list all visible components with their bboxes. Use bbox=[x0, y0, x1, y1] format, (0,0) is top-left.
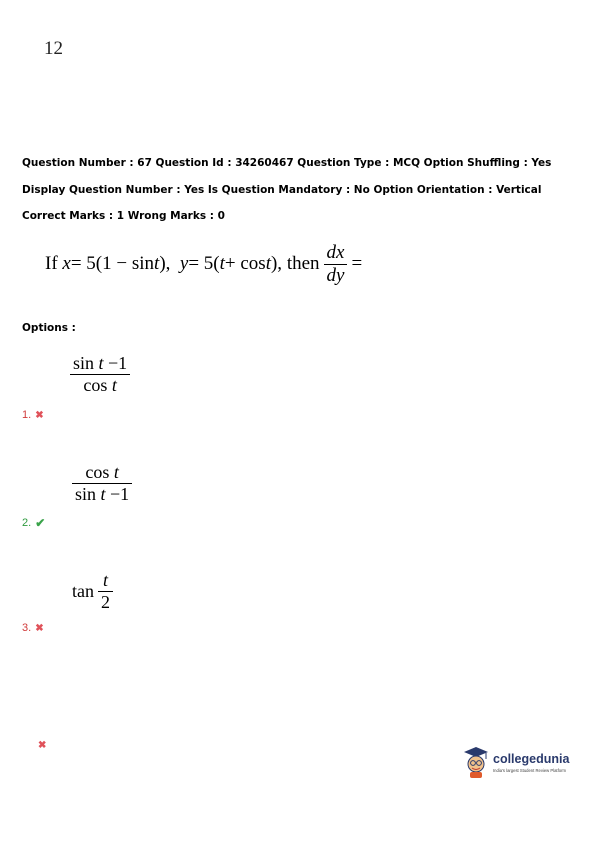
option-3-number: 3. bbox=[22, 622, 32, 634]
option-3-label[interactable] bbox=[22, 622, 44, 634]
option-3-denominator: 2 bbox=[101, 591, 110, 612]
option-2-fraction bbox=[72, 462, 132, 504]
graduate-mascot-icon bbox=[462, 745, 490, 779]
cross-mark-icon: ✖ bbox=[35, 622, 44, 634]
fraction-denominator: dy bbox=[326, 264, 345, 286]
question-x-var: x bbox=[62, 253, 71, 274]
cross-mark-icon: ✖ bbox=[35, 409, 44, 421]
check-mark-icon: ✔ bbox=[35, 516, 46, 530]
fraction-numerator: dx bbox=[326, 241, 345, 263]
metadata-line-3: Correct Marks : 1 Wrong Marks : 0 bbox=[22, 210, 225, 222]
option-2-label[interactable] bbox=[22, 516, 45, 530]
question-y-t2: t bbox=[265, 253, 271, 274]
question-y-rhs-b: + cos bbox=[224, 253, 266, 274]
option-1-number: 1. bbox=[22, 409, 32, 421]
question-y-t1: t bbox=[219, 253, 225, 274]
logo-text bbox=[493, 752, 569, 773]
question-text bbox=[45, 236, 362, 292]
option-2-denominator: sin t −1 bbox=[75, 483, 130, 504]
question-then: then bbox=[286, 253, 320, 274]
option-1-label[interactable] bbox=[22, 409, 44, 421]
logo-name: collegedunia bbox=[493, 751, 570, 766]
question-y-rhs-a: = 5( bbox=[188, 253, 220, 274]
question-x-close: ), bbox=[159, 253, 171, 274]
question-metadata bbox=[22, 150, 582, 230]
option-2-number: 2. bbox=[22, 517, 32, 529]
question-y-var: y bbox=[179, 253, 189, 274]
option-3-expression bbox=[72, 570, 117, 612]
question-if: If bbox=[45, 253, 58, 274]
logo-tagline: India's largest Student Review Platform bbox=[493, 767, 566, 773]
option-3-numerator: t bbox=[102, 570, 108, 590]
option-3-fraction bbox=[98, 570, 113, 612]
option-2-numerator: cos t bbox=[85, 462, 119, 482]
option-2-expression bbox=[68, 462, 136, 504]
option-1-denominator: cos t bbox=[83, 374, 117, 395]
option-1-expression bbox=[66, 353, 134, 395]
metadata-line-1: Question Number : 67 Question Id : 34260467 Question Type : MCQ Option Shuffling : Yes bbox=[22, 157, 552, 169]
option-1-fraction bbox=[70, 353, 130, 395]
question-fraction bbox=[324, 242, 348, 287]
option-3-prefix: tan bbox=[72, 580, 94, 601]
cross-mark-icon: ✖ bbox=[38, 740, 47, 751]
page-number: 12 bbox=[44, 38, 63, 59]
options-label: Options : bbox=[22, 322, 76, 334]
question-x-t: t bbox=[154, 253, 160, 274]
question-y-close: ), bbox=[270, 253, 283, 274]
metadata-line-2: Display Question Number : Yes Is Question Mandatory : No Option Orientation : Vertical bbox=[22, 183, 542, 196]
option-1-numerator: sin t −1 bbox=[73, 353, 128, 373]
question-equals: = bbox=[351, 253, 363, 274]
collegedunia-logo bbox=[462, 742, 582, 782]
question-x-rhs: = 5(1 − sin bbox=[70, 253, 155, 274]
